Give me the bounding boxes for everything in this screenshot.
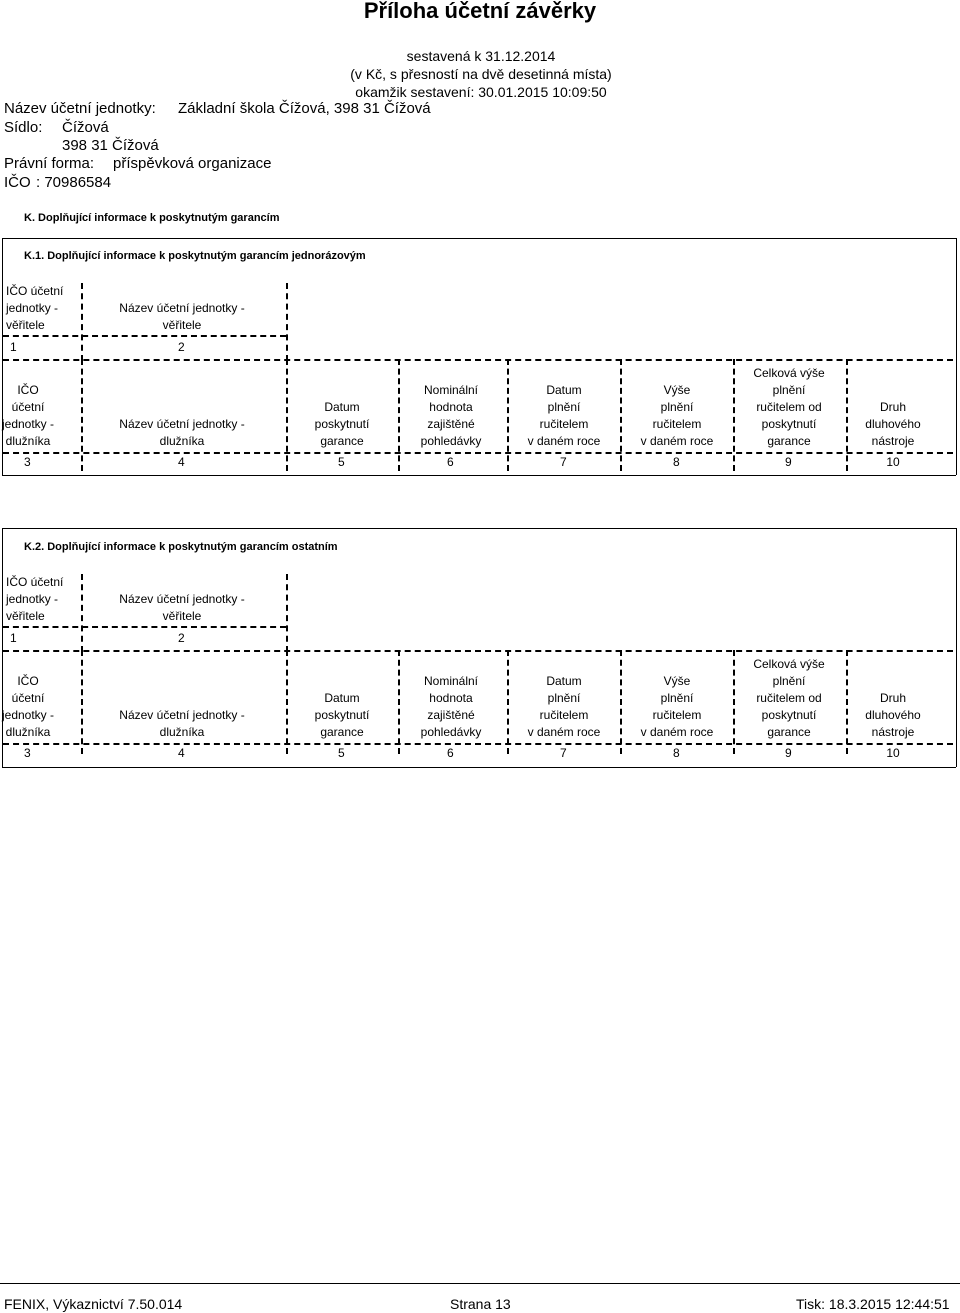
table-k2-debtor-header-line: plnění bbox=[547, 691, 581, 705]
table-k2-creditor-header-line: Název účetní jednotky - bbox=[119, 592, 245, 606]
table-k1-debtor-header-line: hodnota bbox=[429, 400, 473, 414]
table-k2-right-border bbox=[956, 528, 957, 767]
table-k2-debtor-col-number: 5 bbox=[338, 746, 345, 760]
table-k1-debtor-header-line: dlužníka bbox=[159, 434, 205, 448]
entity-form-label: Právní forma: bbox=[4, 155, 95, 172]
table-k2-divider bbox=[398, 650, 400, 754]
table-k2-debtor-col-number: 8 bbox=[673, 746, 680, 760]
table-k1-divider bbox=[81, 283, 83, 361]
table-k1-creditor-header-line: IČO účetní bbox=[6, 284, 64, 298]
table-k2-debtor-header-line: plnění bbox=[772, 674, 806, 688]
table-k2-divider bbox=[620, 650, 622, 754]
table-k2-debtor-header-line: účetní bbox=[11, 691, 45, 705]
table-k1-divider bbox=[507, 359, 509, 471]
table-k1-divider bbox=[286, 283, 288, 361]
table-k1-creditor-header-line: jednotky - bbox=[6, 301, 59, 315]
table-k1-debtor-header-line: ručitelem od bbox=[756, 400, 822, 414]
table-k1-divider bbox=[286, 359, 288, 471]
table-k1-debtor-header-line: ručitelem bbox=[539, 417, 589, 431]
entity-ico-value: : 70986584 bbox=[36, 174, 112, 191]
table-k1-right-border bbox=[956, 238, 957, 475]
table-k1-debtor-col-number: 4 bbox=[178, 455, 185, 469]
table-k1-debtor-header-line: poskytnutí bbox=[314, 417, 370, 431]
entity-form-value: příspěvková organizace bbox=[113, 155, 272, 172]
created-timestamp: okamžik sestavení: 30.01.2015 10:09:50 bbox=[355, 84, 607, 100]
table-k1-debtor-header-line: poskytnutí bbox=[761, 417, 817, 431]
table-k2-debtor-header-line: Název účetní jednotky - bbox=[119, 708, 245, 722]
table-k2-debtor-header-line: ručitelem bbox=[539, 708, 589, 722]
footer-printed: Tisk: 18.3.2015 12:44:51 bbox=[796, 1296, 950, 1312]
table-k1-creditor-col-number: 1 bbox=[10, 340, 17, 354]
table-k1-divider bbox=[3, 335, 286, 337]
table-k2-debtor-header-line: dlužníka bbox=[5, 725, 51, 739]
table-k2-divider bbox=[507, 650, 509, 754]
table-k2-debtor-header-line: v daném roce bbox=[640, 725, 714, 739]
table-k2-debtor-header-line: ručitelem bbox=[652, 708, 702, 722]
table-k2-title: K.2. Doplňující informace k poskytnutým garancím ostatním bbox=[24, 541, 338, 553]
table-k2-creditor-header-line: jednotky - bbox=[6, 592, 59, 606]
prepared-date: sestavená k 31.12.2014 bbox=[406, 48, 556, 64]
table-k1-debtor-header-line: dlužníka bbox=[5, 434, 51, 448]
table-k1-creditor-col-number: 2 bbox=[178, 340, 185, 354]
report-title: Příloha účetní závěrky bbox=[363, 0, 597, 23]
table-k1-debtor-header-line: garance bbox=[767, 434, 811, 448]
table-k2-debtor-header-line: zajištěné bbox=[427, 708, 475, 722]
table-k1-debtor-col-number: 3 bbox=[24, 455, 31, 469]
table-k2-debtor-header-line: ručitelem od bbox=[756, 691, 822, 705]
table-k2-creditor-col-number: 2 bbox=[178, 631, 185, 645]
table-k1-debtor-header-line: Celková výše bbox=[753, 366, 825, 380]
table-k1-debtor-header-line: Datum bbox=[546, 383, 582, 397]
table-k1-debtor-header-line: plnění bbox=[547, 400, 581, 414]
table-k2-divider bbox=[286, 650, 288, 754]
table-k2-debtor-header-line: poskytnutí bbox=[761, 708, 817, 722]
table-k2-debtor-header-line: Datum bbox=[324, 691, 360, 705]
table-k1-debtor-col-number: 10 bbox=[886, 455, 900, 469]
table-k2-divider bbox=[3, 650, 953, 652]
table-k2-debtor-header-line: nástroje bbox=[871, 725, 915, 739]
table-k1-divider bbox=[81, 359, 83, 471]
table-k1-debtor-header-line: v daném roce bbox=[527, 434, 601, 448]
table-k1-debtor-header-line: nástroje bbox=[871, 434, 915, 448]
table-k1-creditor-header-line: věřitele bbox=[162, 318, 202, 332]
table-k2-debtor-col-number: 9 bbox=[785, 746, 792, 760]
table-k2-debtor-header-line: dluhového bbox=[865, 708, 921, 722]
table-k1-divider bbox=[3, 452, 953, 454]
table-k2-debtor-header-line: jednotky - bbox=[1, 708, 55, 722]
entity-ico-label: IČO bbox=[4, 174, 31, 191]
table-k1-debtor-col-number: 6 bbox=[447, 455, 454, 469]
table-k2-debtor-col-number: 7 bbox=[560, 746, 567, 760]
table-k2-debtor-header-line: Datum bbox=[546, 674, 582, 688]
table-k2-creditor-header-line: věřitele bbox=[162, 609, 202, 623]
table-k1-debtor-header-line: Druh bbox=[879, 400, 907, 414]
table-k1-divider bbox=[3, 359, 953, 361]
footer-divider bbox=[0, 1283, 960, 1284]
table-k1-debtor-header-line: Název účetní jednotky - bbox=[119, 417, 245, 431]
entity-name-label: Název účetní jednotky: bbox=[4, 100, 156, 117]
entity-name-value: Základní škola Čížová, 398 31 Čížová bbox=[178, 100, 431, 117]
table-k2-divider bbox=[3, 626, 286, 628]
table-k1-debtor-col-number: 5 bbox=[338, 455, 345, 469]
table-k2-debtor-col-number: 6 bbox=[447, 746, 454, 760]
table-k1-debtor-header-line: Výše bbox=[663, 383, 691, 397]
table-k2-divider bbox=[3, 743, 953, 745]
table-k2-debtor-header-line: garance bbox=[320, 725, 364, 739]
table-k1-divider bbox=[733, 359, 735, 471]
table-k2-debtor-col-number: 4 bbox=[178, 746, 185, 760]
table-k1-debtor-col-number: 7 bbox=[560, 455, 567, 469]
table-k2-divider bbox=[81, 650, 83, 754]
table-k2-debtor-header-line: v daném roce bbox=[527, 725, 601, 739]
table-k2-debtor-col-number: 3 bbox=[24, 746, 31, 760]
table-k1-divider bbox=[398, 359, 400, 471]
table-k1-debtor-header-line: plnění bbox=[772, 383, 806, 397]
table-k1-debtor-header-line: zajištěné bbox=[427, 417, 475, 431]
table-k2-creditor-col-number: 1 bbox=[10, 631, 17, 645]
table-k1-debtor-col-number: 8 bbox=[673, 455, 680, 469]
table-k2-debtor-header-line: pohledávky bbox=[420, 725, 482, 739]
table-k2-debtor-header-line: hodnota bbox=[429, 691, 473, 705]
footer-page: Strana 13 bbox=[450, 1296, 511, 1312]
table-k2-creditor-header-line: věřitele bbox=[6, 609, 45, 623]
table-k2-debtor-header-line: IČO bbox=[17, 674, 39, 688]
table-k2-creditor-header-line: IČO účetní bbox=[6, 575, 64, 589]
currency-note: (v Kč, s přesností na dvě desetinná místa) bbox=[350, 66, 612, 82]
table-k1-divider bbox=[620, 359, 622, 471]
table-k1-creditor-header-line: věřitele bbox=[6, 318, 45, 332]
table-k2-debtor-header-line: Nominální bbox=[423, 674, 479, 688]
table-k2-divider bbox=[286, 574, 288, 652]
table-k1-left-border bbox=[2, 238, 3, 475]
table-k2-debtor-header-line: Celková výše bbox=[753, 657, 825, 671]
table-k1-debtor-header-line: Datum bbox=[324, 400, 360, 414]
section-title: K. Doplňující informace k poskytnutým garancím bbox=[24, 212, 280, 224]
table-k2-debtor-header-line: dlužníka bbox=[159, 725, 205, 739]
table-k2-divider bbox=[733, 650, 735, 754]
table-k1-debtor-header-line: IČO bbox=[17, 383, 39, 397]
table-k1-title: K.1. Doplňující informace k poskytnutým garancím jednorázovým bbox=[24, 250, 366, 262]
entity-seat-address: 398 31 Čížová bbox=[62, 137, 159, 154]
table-k1-debtor-header-line: plnění bbox=[660, 400, 694, 414]
table-k2-debtor-header-line: poskytnutí bbox=[314, 708, 370, 722]
table-k1-debtor-header-line: Nominální bbox=[423, 383, 479, 397]
table-k2-divider bbox=[81, 574, 83, 652]
table-k1-debtor-header-line: dluhového bbox=[865, 417, 921, 431]
table-k2-divider bbox=[846, 650, 848, 754]
table-k1-debtor-header-line: ručitelem bbox=[652, 417, 702, 431]
entity-seat-city: Čížová bbox=[62, 119, 109, 136]
entity-seat-label: Sídlo: bbox=[4, 119, 43, 136]
table-k1-debtor-header-line: účetní bbox=[11, 400, 45, 414]
table-k2-debtor-header-line: Druh bbox=[879, 691, 907, 705]
table-k2-debtor-header-line: Výše bbox=[663, 674, 691, 688]
table-k2-debtor-header-line: plnění bbox=[660, 691, 694, 705]
table-k1-debtor-header-line: jednotky - bbox=[1, 417, 55, 431]
table-k2-debtor-col-number: 10 bbox=[886, 746, 900, 760]
table-k2-debtor-header-line: garance bbox=[767, 725, 811, 739]
table-k1-debtor-header-line: v daném roce bbox=[640, 434, 714, 448]
footer-software: FENIX, Výkaznictví 7.50.014 bbox=[4, 1296, 183, 1312]
table-k1-creditor-header-line: Název účetní jednotky - bbox=[119, 301, 245, 315]
table-k1-debtor-header-line: pohledávky bbox=[420, 434, 482, 448]
table-k1-debtor-col-number: 9 bbox=[785, 455, 792, 469]
table-k1-divider bbox=[846, 359, 848, 471]
table-k2-left-border bbox=[2, 528, 3, 767]
table-k1-debtor-header-line: garance bbox=[320, 434, 364, 448]
